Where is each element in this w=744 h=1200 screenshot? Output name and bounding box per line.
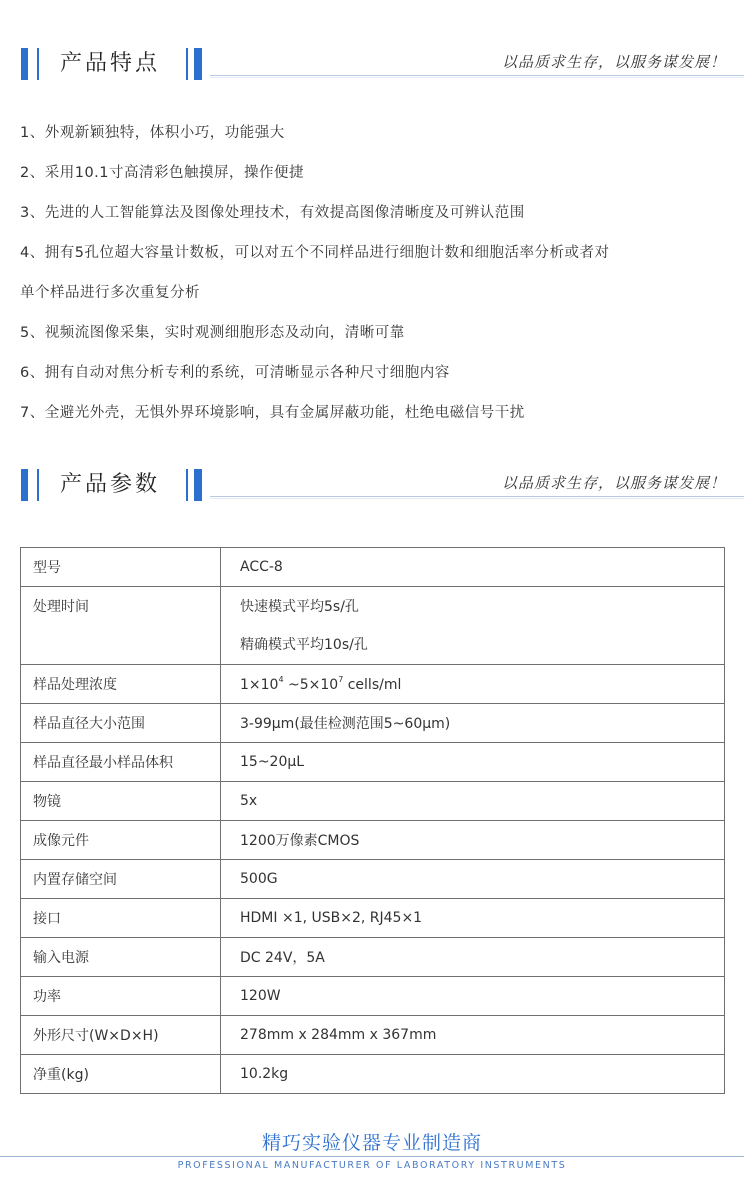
section-title-params: 产品参数	[60, 472, 161, 497]
section-slogan: 以品质求生存，以服务谋发展！	[501, 53, 726, 71]
spec-label: 外形尺寸(W×D×H)	[21, 1016, 221, 1055]
header-decor-bar	[21, 48, 28, 80]
feature-item: 单个样品进行多次重复分析	[20, 285, 200, 301]
table-row	[21, 743, 725, 782]
header-divider	[210, 496, 744, 497]
feature-item: 2、采用10.1寸高清彩色触摸屏，操作便捷	[20, 165, 305, 181]
header-decor-bar	[194, 469, 202, 501]
spec-value-part: 1×10	[240, 677, 279, 693]
spec-value: 278mm x 284mm x 367mm	[221, 1016, 725, 1055]
spec-value: 10.2kg	[221, 1055, 725, 1094]
spec-value-part: cells/ml	[343, 677, 402, 693]
spec-value: 1200万像素CMOS	[221, 821, 725, 860]
spec-value: 3-99μm(最佳检测范围5~60μm)	[221, 704, 725, 743]
table-row	[21, 977, 725, 1016]
table-row	[21, 1016, 725, 1055]
spec-label: 型号	[21, 548, 221, 587]
spec-value-part: ~5×10	[283, 677, 339, 693]
section-title-features: 产品特点	[60, 51, 161, 76]
spec-value: ACC-8	[221, 548, 725, 587]
spec-value: 120W	[221, 977, 725, 1016]
feature-item: 5、视频流图像采集，实时观测细胞形态及动向，清晰可靠	[20, 325, 405, 341]
header-decor-bar	[186, 48, 188, 80]
table-row	[21, 821, 725, 860]
spec-value: HDMI ×1, USB×2, RJ45×1	[221, 899, 725, 938]
header-decor-bar	[37, 469, 39, 501]
header-divider	[210, 75, 744, 76]
table-row	[21, 704, 725, 743]
spec-label: 接口	[21, 899, 221, 938]
spec-table	[20, 547, 725, 1094]
table-row	[21, 548, 725, 587]
footer-tagline-en: PROFESSIONAL MANUFACTURER OF LABORATORY INSTRUMENTS	[177, 1160, 567, 1171]
footer-tagline-cn: 精巧实验仪器专业制造商	[261, 1132, 482, 1154]
spec-value: 15~20μL	[221, 743, 725, 782]
feature-item: 1、外观新颖独特，体积小巧，功能强大	[20, 125, 285, 141]
spec-label: 输入电源	[21, 938, 221, 977]
section-slogan: 以品质求生存，以服务谋发展！	[501, 474, 726, 492]
table-row	[21, 899, 725, 938]
table-row	[21, 1055, 725, 1094]
feature-item: 6、拥有自动对焦分析专利的系统，可清晰显示各种尺寸细胞内容	[20, 365, 450, 381]
spec-value	[221, 665, 725, 704]
header-decor-bar	[37, 48, 39, 80]
spec-exponent: 7	[338, 675, 344, 684]
features-section-header	[0, 48, 744, 88]
table-row	[21, 587, 725, 665]
params-section-header	[0, 469, 744, 509]
spec-label: 样品处理浓度	[21, 665, 221, 704]
footer-divider	[0, 1156, 744, 1157]
header-decor-bar	[186, 469, 188, 501]
header-decor-bar	[194, 48, 202, 80]
spec-label: 净重(kg)	[21, 1055, 221, 1094]
spec-value: 500G	[221, 860, 725, 899]
spec-label: 内置存储空间	[21, 860, 221, 899]
spec-label: 物镜	[21, 782, 221, 821]
header-decor-bar	[21, 469, 28, 501]
spec-label: 成像元件	[21, 821, 221, 860]
spec-value-line: 快速模式平均5s/孔	[240, 598, 359, 615]
table-row	[21, 665, 725, 704]
spec-value	[221, 587, 725, 665]
feature-item: 3、先进的人工智能算法及图像处理技术，有效提高图像清晰度及可辨认范围	[20, 205, 525, 221]
feature-item: 4、拥有5孔位超大容量计数板，可以对五个不同样品进行细胞计数和细胞活率分析或者对	[20, 245, 610, 261]
table-row	[21, 938, 725, 977]
spec-label: 样品直径大小范围	[21, 704, 221, 743]
spec-value-line: 精确模式平均10s/孔	[240, 636, 368, 653]
feature-item: 7、全避光外壳，无惧外界环境影响，具有金属屏蔽功能，杜绝电磁信号干扰	[20, 405, 525, 421]
spec-label: 功率	[21, 977, 221, 1016]
spec-label: 样品直径最小样品体积	[21, 743, 221, 782]
header-divider	[210, 498, 744, 499]
header-divider	[210, 77, 744, 78]
spec-label: 处理时间	[21, 587, 221, 665]
table-row	[21, 782, 725, 821]
spec-value: DC 24V，5A	[221, 938, 725, 977]
table-row	[21, 860, 725, 899]
spec-exponent: 4	[278, 675, 284, 684]
spec-value: 5x	[221, 782, 725, 821]
feature-list	[20, 113, 730, 433]
